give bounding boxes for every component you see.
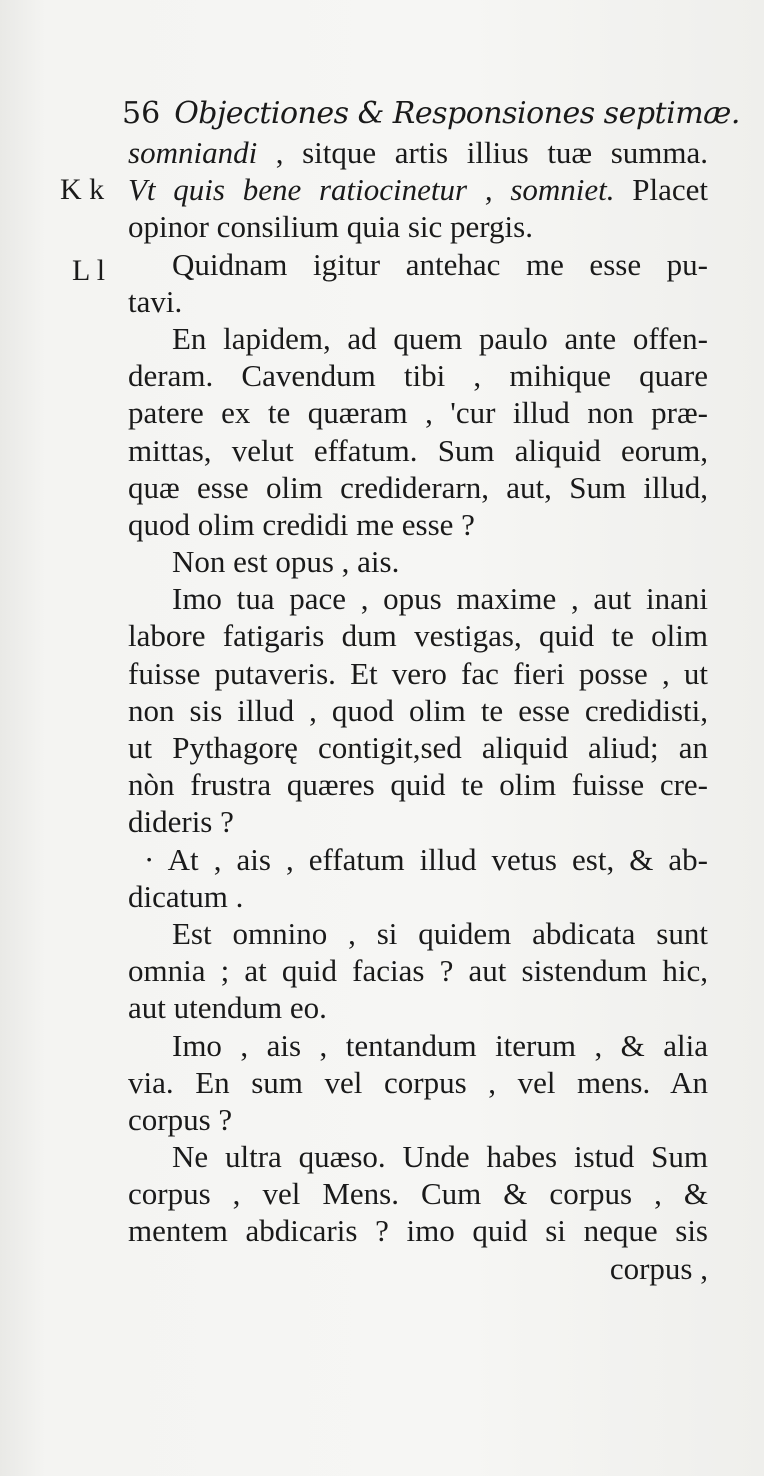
text-line [128, 208, 708, 245]
text-line [128, 1064, 708, 1101]
text-line [128, 283, 708, 320]
roman-text: Imo , ais , tentandum iterum , & alia [172, 1027, 708, 1063]
roman-text: corpus ? [128, 1101, 233, 1137]
roman-text: mentem abdicaris ? imo quid si neque sis [128, 1213, 708, 1249]
text-line [128, 1250, 708, 1287]
roman-text: via. En sum vel corpus , vel mens. An [128, 1064, 708, 1100]
italic-text: somniandi [128, 135, 258, 170]
text-line [128, 320, 708, 357]
text-line [128, 1027, 708, 1064]
text-line [128, 1138, 708, 1175]
text-line [128, 1101, 708, 1138]
text-line [128, 617, 708, 654]
text-line [128, 1175, 708, 1212]
text-line [128, 878, 708, 915]
text-line [128, 469, 708, 506]
text-line [128, 432, 708, 469]
roman-text: · At , ais , effatum illud vetus est, & ab- [144, 841, 708, 877]
roman-text: En lapidem, ad quem paulo ante offen- [172, 320, 708, 356]
text-line [128, 394, 708, 431]
roman-text: , sitque artis illius tuæ summa. [257, 135, 708, 170]
roman-text: corpus , [609, 1250, 708, 1286]
text-line [128, 841, 708, 878]
roman-text: non sis illud , quod olim te esse credidisti, [128, 692, 708, 728]
roman-text: omnia ; at quid facias ? aut sistendum hic, [128, 953, 708, 989]
text-line [128, 803, 708, 840]
roman-text: quod olim credidi me esse ? [128, 506, 475, 542]
running-title: Objectiones & Responsiones septimæ. [174, 96, 740, 131]
roman-text: nòn frustra quæres quid te olim fuisse cre- [128, 767, 708, 803]
margin-note-kk: K k [60, 173, 105, 206]
text-line [128, 655, 708, 692]
margin-note-ll: L l [72, 254, 106, 287]
text-line [128, 134, 708, 171]
roman-text: labore fatigaris dum vestigas, quid te olim [128, 618, 708, 654]
page-number: 56 [122, 96, 161, 131]
text-line [128, 766, 708, 803]
text-line [128, 1212, 708, 1249]
roman-text: tavi. [128, 283, 183, 319]
roman-text: Est omnino , si quidem abdicata sunt [172, 915, 708, 951]
text-line [128, 506, 708, 543]
roman-text: fuisse putaveris. Et vero fac fieri posse , ut [128, 655, 708, 691]
roman-text: Imo tua pace , opus maxime , aut inani [172, 581, 708, 617]
roman-text: corpus , vel Mens. Cum & corpus , & [128, 1176, 708, 1212]
roman-text: aut utendum eo. [128, 990, 327, 1026]
roman-text: ut Pythagorę contigit,sed aliquid aliud; an [128, 730, 708, 765]
body-text [128, 134, 708, 1287]
text-line [128, 952, 708, 989]
text-line [128, 989, 708, 1026]
roman-text: opinor consilium quia sic pergis. [128, 209, 533, 245]
italic-text: Vt quis bene ratiocinetur , somniet. [128, 172, 615, 208]
roman-text: Placet [614, 172, 709, 208]
text-line [128, 171, 708, 208]
roman-text: Ne ultra quæso. Unde habes istud Sum [172, 1139, 708, 1175]
text-line [128, 692, 708, 729]
text-line [128, 915, 708, 952]
text-line [128, 357, 708, 394]
roman-text: quæ esse olim crediderarn, aut, Sum illud, [128, 469, 708, 505]
running-header [122, 92, 740, 136]
roman-text: Quidnam igitur antehac me esse pu- [172, 246, 708, 282]
text-line [128, 580, 708, 617]
roman-text: dicatum . [128, 878, 244, 914]
text-line [128, 246, 708, 283]
text-line [128, 729, 708, 766]
roman-text: Non est opus , ais. [172, 544, 400, 580]
roman-text: deram. Cavendum tibi , mihique quare [128, 358, 708, 394]
text-line [128, 543, 708, 580]
roman-text: dideris ? [128, 804, 234, 840]
roman-text: mittas, velut effatum. Sum aliquid eorum, [128, 432, 708, 468]
roman-text: patere ex te quæram , 'cur illud non præ- [128, 395, 708, 431]
